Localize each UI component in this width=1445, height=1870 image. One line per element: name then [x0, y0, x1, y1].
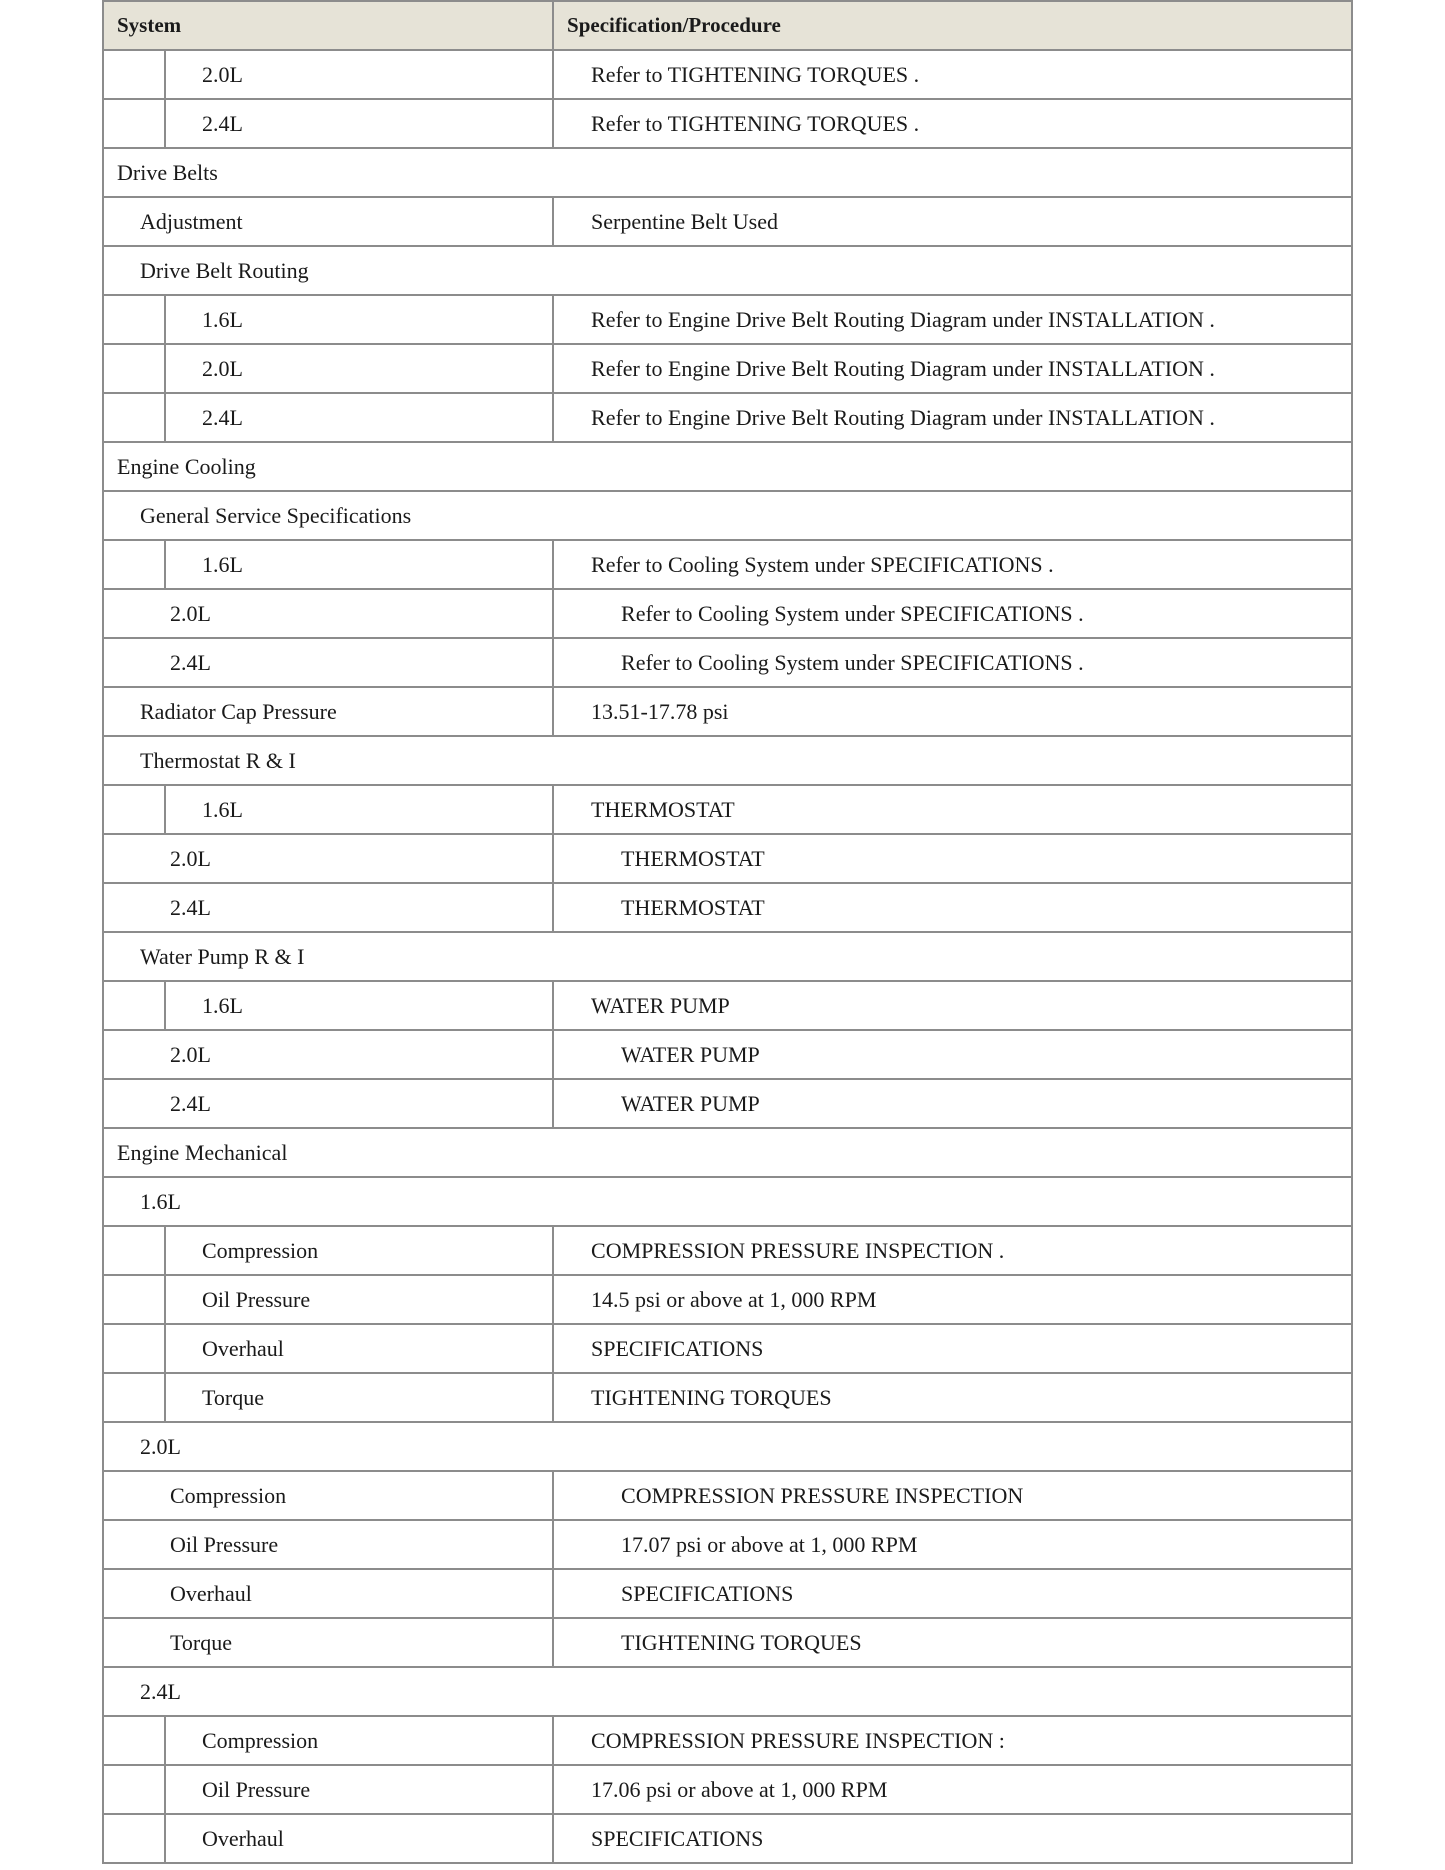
system-cell: Compression	[103, 1471, 553, 1520]
specification-cell: Refer to TIGHTENING TORQUES .	[553, 50, 1352, 99]
subsection-heading: 2.4L	[103, 1667, 1352, 1716]
subsection-heading: Thermostat R & I	[103, 736, 1352, 785]
specification-cell: COMPRESSION PRESSURE INSPECTION .	[553, 1226, 1352, 1275]
section-row	[103, 148, 1352, 197]
subsection-heading: 2.0L	[103, 1422, 1352, 1471]
table-row	[103, 393, 1352, 442]
table-row	[103, 1030, 1352, 1079]
subsection-heading: General Service Specifications	[103, 491, 1352, 540]
system-cell: Oil Pressure	[165, 1765, 553, 1814]
specification-cell: THERMOSTAT	[553, 834, 1352, 883]
system-cell: Oil Pressure	[165, 1275, 553, 1324]
system-cell: 2.4L	[103, 638, 553, 687]
table-row	[103, 785, 1352, 834]
table-row	[103, 1226, 1352, 1275]
table-row	[103, 1520, 1352, 1569]
system-cell: Compression	[165, 1716, 553, 1765]
table-row	[103, 687, 1352, 736]
system-cell: 1.6L	[165, 981, 553, 1030]
specification-cell: WATER PUMP	[553, 1079, 1352, 1128]
system-cell: Overhaul	[165, 1814, 553, 1863]
indent-cell	[103, 393, 165, 442]
specification-cell: Refer to Engine Drive Belt Routing Diagram under INSTALLATION .	[553, 295, 1352, 344]
system-cell: 2.0L	[103, 589, 553, 638]
specification-cell: THERMOSTAT	[553, 883, 1352, 932]
table-row	[103, 1765, 1352, 1814]
specification-cell: COMPRESSION PRESSURE INSPECTION :	[553, 1716, 1352, 1765]
system-cell: 2.0L	[165, 344, 553, 393]
section-row	[103, 932, 1352, 981]
table-row	[103, 1275, 1352, 1324]
specification-cell: TIGHTENING TORQUES	[553, 1373, 1352, 1422]
column-header-specification: Specification/Procedure	[553, 1, 1352, 50]
system-cell: 2.4L	[165, 393, 553, 442]
specification-cell: THERMOSTAT	[553, 785, 1352, 834]
table-header-row	[103, 1, 1352, 50]
system-cell: 2.0L	[165, 50, 553, 99]
indent-cell	[103, 1324, 165, 1373]
system-cell: 2.0L	[103, 1030, 553, 1079]
table-row	[103, 197, 1352, 246]
table-row	[103, 1814, 1352, 1863]
table-body	[103, 50, 1352, 1863]
system-cell: Adjustment	[103, 197, 553, 246]
subsection-heading: 1.6L	[103, 1177, 1352, 1226]
specification-cell: WATER PUMP	[553, 1030, 1352, 1079]
specification-cell: Refer to TIGHTENING TORQUES .	[553, 99, 1352, 148]
specification-cell: TIGHTENING TORQUES	[553, 1618, 1352, 1667]
table-row	[103, 883, 1352, 932]
system-cell: 2.4L	[103, 883, 553, 932]
system-cell: Torque	[165, 1373, 553, 1422]
system-cell: 1.6L	[165, 785, 553, 834]
specification-cell: WATER PUMP	[553, 981, 1352, 1030]
indent-cell	[103, 1765, 165, 1814]
specification-cell: 14.5 psi or above at 1, 000 RPM	[553, 1275, 1352, 1324]
table-row	[103, 50, 1352, 99]
specification-cell: Refer to Cooling System under SPECIFICATIONS .	[553, 540, 1352, 589]
indent-cell	[103, 344, 165, 393]
indent-cell	[103, 1373, 165, 1422]
system-cell: Overhaul	[165, 1324, 553, 1373]
section-row	[103, 246, 1352, 295]
section-row	[103, 1177, 1352, 1226]
system-cell: 2.4L	[103, 1079, 553, 1128]
indent-cell	[103, 981, 165, 1030]
specifications-table	[102, 0, 1353, 1864]
section-heading: Engine Mechanical	[103, 1128, 1352, 1177]
specification-cell: 17.06 psi or above at 1, 000 RPM	[553, 1765, 1352, 1814]
table-row	[103, 295, 1352, 344]
system-cell: Radiator Cap Pressure	[103, 687, 553, 736]
system-cell: Oil Pressure	[103, 1520, 553, 1569]
table-row	[103, 981, 1352, 1030]
table-row	[103, 344, 1352, 393]
table-row	[103, 589, 1352, 638]
table-row	[103, 1373, 1352, 1422]
section-row	[103, 1667, 1352, 1716]
indent-cell	[103, 785, 165, 834]
specification-cell: SPECIFICATIONS	[553, 1324, 1352, 1373]
subsection-heading: Water Pump R & I	[103, 932, 1352, 981]
table-row	[103, 1569, 1352, 1618]
section-heading: Drive Belts	[103, 148, 1352, 197]
indent-cell	[103, 99, 165, 148]
specification-cell: 13.51-17.78 psi	[553, 687, 1352, 736]
table-row	[103, 99, 1352, 148]
table-row	[103, 1079, 1352, 1128]
specification-cell: 17.07 psi or above at 1, 000 RPM	[553, 1520, 1352, 1569]
specification-cell: Refer to Cooling System under SPECIFICATIONS .	[553, 638, 1352, 687]
system-cell: Torque	[103, 1618, 553, 1667]
table-row	[103, 1618, 1352, 1667]
section-row	[103, 1128, 1352, 1177]
system-cell: 2.0L	[103, 834, 553, 883]
indent-cell	[103, 1275, 165, 1324]
indent-cell	[103, 50, 165, 99]
specification-cell: Refer to Cooling System under SPECIFICATIONS .	[553, 589, 1352, 638]
system-cell: 1.6L	[165, 295, 553, 344]
specification-cell: Refer to Engine Drive Belt Routing Diagram under INSTALLATION .	[553, 393, 1352, 442]
system-cell: Compression	[165, 1226, 553, 1275]
specification-cell: COMPRESSION PRESSURE INSPECTION	[553, 1471, 1352, 1520]
section-row	[103, 1422, 1352, 1471]
section-row	[103, 736, 1352, 785]
system-cell: 1.6L	[165, 540, 553, 589]
subsection-heading: Drive Belt Routing	[103, 246, 1352, 295]
indent-cell	[103, 1716, 165, 1765]
table-row	[103, 834, 1352, 883]
section-heading: Engine Cooling	[103, 442, 1352, 491]
indent-cell	[103, 1226, 165, 1275]
specification-cell: SPECIFICATIONS	[553, 1814, 1352, 1863]
system-cell: Overhaul	[103, 1569, 553, 1618]
indent-cell	[103, 540, 165, 589]
specification-cell: SPECIFICATIONS	[553, 1569, 1352, 1618]
indent-cell	[103, 1814, 165, 1863]
indent-cell	[103, 295, 165, 344]
section-row	[103, 491, 1352, 540]
table-row	[103, 638, 1352, 687]
system-cell: 2.4L	[165, 99, 553, 148]
specification-cell: Serpentine Belt Used	[553, 197, 1352, 246]
specification-cell: Refer to Engine Drive Belt Routing Diagram under INSTALLATION .	[553, 344, 1352, 393]
table-row	[103, 540, 1352, 589]
table-row	[103, 1324, 1352, 1373]
column-header-system: System	[103, 1, 553, 50]
section-row	[103, 442, 1352, 491]
table-row	[103, 1716, 1352, 1765]
table-row	[103, 1471, 1352, 1520]
